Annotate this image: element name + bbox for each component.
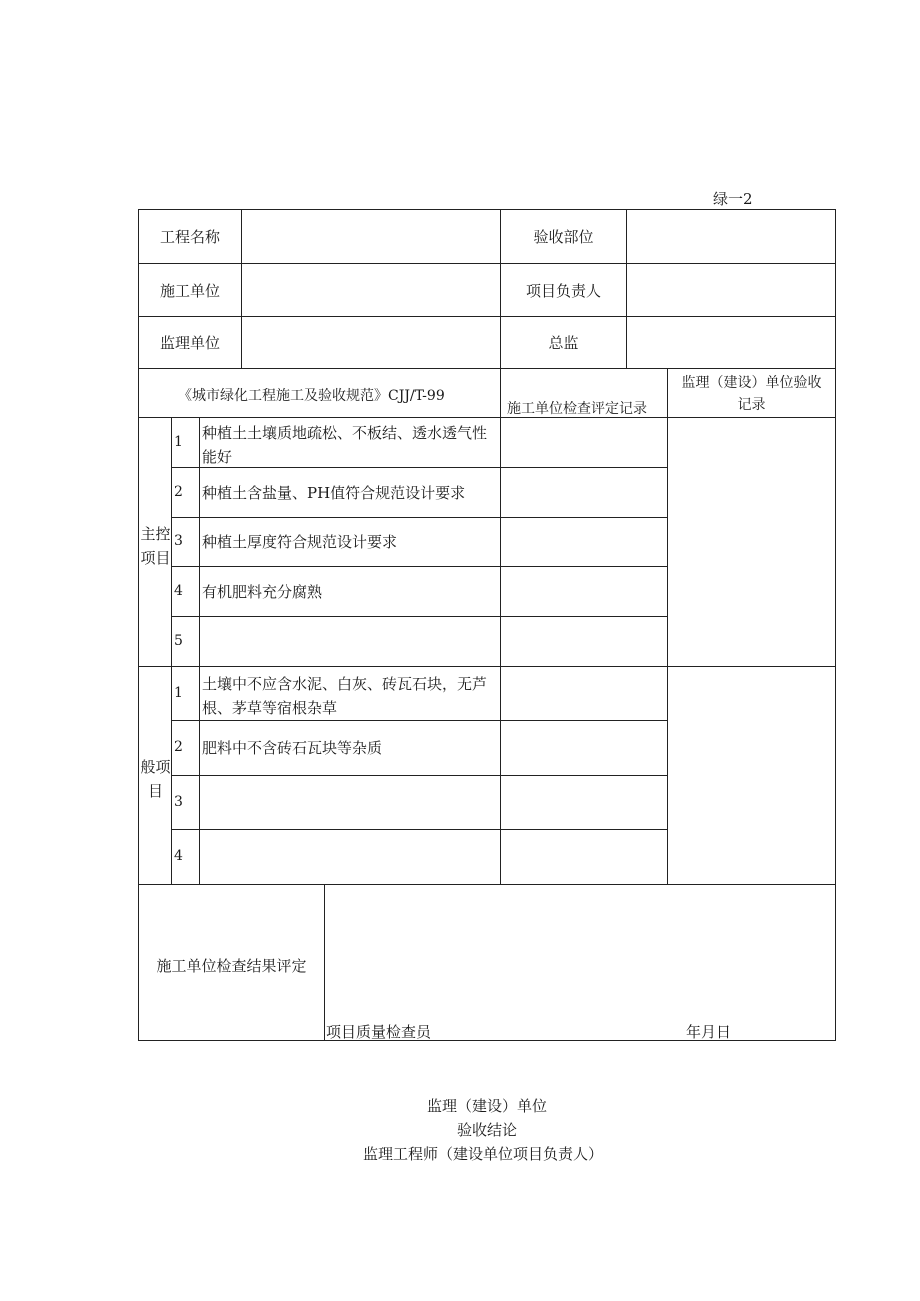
construction-unit-label: 施工单位 — [159, 281, 220, 300]
construction-check-field[interactable] — [501, 776, 667, 829]
item-number: 2 — [174, 484, 183, 500]
construction-check-header: 施工单位检查评定记录 — [507, 401, 647, 417]
item-number: 2 — [174, 739, 183, 755]
construction-check-field[interactable] — [501, 468, 667, 517]
item-number: 3 — [174, 533, 183, 549]
item-number: 5 — [174, 633, 183, 649]
item-text: 肥料中不含砖石瓦块等杂质 — [202, 739, 383, 757]
project-leader-field[interactable] — [627, 264, 835, 316]
form-code: 绿一2 — [713, 190, 753, 208]
date-label: 年月日 — [686, 1023, 732, 1041]
acceptance-part-field[interactable] — [627, 210, 835, 263]
construction-check-field[interactable] — [501, 418, 667, 467]
item-text: 种植土厚度符合规范设计要求 — [202, 533, 398, 551]
chief-supervisor-field[interactable] — [627, 317, 835, 368]
result-label: 施工单位检查结果评定 — [156, 957, 307, 975]
item-number: 4 — [174, 848, 183, 864]
construction-unit-field[interactable] — [242, 264, 500, 316]
item-number: 1 — [174, 685, 183, 701]
construction-check-field[interactable] — [501, 667, 667, 720]
item-number: 1 — [174, 434, 183, 450]
chief-supervisor-label: 总监 — [548, 334, 579, 352]
construction-check-field[interactable] — [501, 518, 667, 566]
general-supervision-field[interactable] — [668, 667, 835, 884]
footer-supervision-engineer: 监理工程师（建设单位项目负责人） — [362, 1145, 603, 1163]
item-text: 土壤中不应含水泥、白灰、砖瓦石块，无芦 根、茅草等宿根杂草 — [202, 675, 488, 717]
standard-header: 《城市绿化工程施工及验收规范》CJJ/T-99 — [178, 388, 445, 404]
acceptance-part-label: 验收部位 — [533, 228, 594, 246]
item-text: 种植土含盐量、PH值符合规范设计要求 — [202, 484, 466, 502]
project-name-label: 工程名称 — [159, 228, 220, 246]
construction-check-field[interactable] — [501, 617, 667, 666]
project-name-field[interactable] — [242, 210, 500, 263]
item-text: 有机肥料充分腐熟 — [202, 583, 323, 601]
result-field[interactable] — [325, 885, 835, 1015]
general-label: 般项 目 — [140, 758, 171, 800]
supervision-record-header: 监理（建设）单位验收 记录 — [681, 375, 822, 413]
project-leader-label: 项目负责人 — [525, 281, 601, 300]
main-control-supervision-field[interactable] — [668, 418, 835, 666]
construction-check-field[interactable] — [501, 567, 667, 616]
construction-check-field[interactable] — [501, 830, 667, 884]
item-number: 4 — [174, 583, 183, 599]
item-number: 3 — [174, 794, 183, 810]
main-control-label: 主控 项目 — [140, 525, 171, 567]
footer-supervision-unit: 监理（建设）单位 — [426, 1097, 547, 1115]
supervision-unit-field[interactable] — [242, 317, 500, 368]
supervision-unit-label: 监理单位 — [159, 334, 220, 352]
footer-acceptance-conclusion: 验收结论 — [456, 1121, 517, 1139]
construction-check-field[interactable] — [501, 721, 667, 775]
item-text: 种植土土壤质地疏松、不板结、透水透气性 能好 — [202, 424, 488, 466]
inspector-label: 项目质量检查员 — [326, 1023, 432, 1041]
